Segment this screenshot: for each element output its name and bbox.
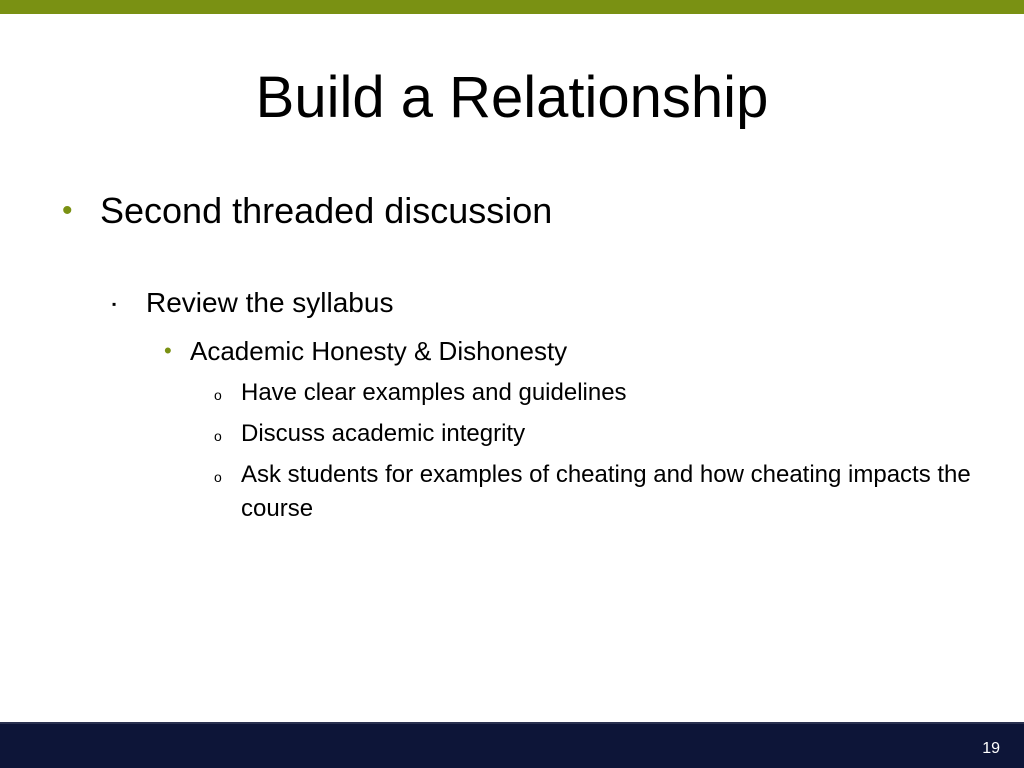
bullet-text: Have clear examples and guidelines	[241, 379, 627, 406]
bullet-level-1	[62, 189, 552, 233]
top-accent-bar	[0, 0, 1024, 14]
footer-bar	[0, 722, 1024, 768]
bullet-dot-icon: •	[62, 194, 73, 227]
bullet-text: Discuss academic integrity	[241, 420, 526, 447]
page-number: 19	[982, 740, 1000, 757]
bullet-dot-icon: •	[164, 338, 172, 363]
bullet-level-4	[214, 458, 981, 526]
bullet-circle-icon: o	[214, 387, 222, 403]
bullet-text: Review the syllabus	[146, 287, 394, 318]
bullet-text: Academic Honesty & Dishonesty	[190, 336, 568, 366]
bullet-circle-icon: o	[214, 469, 222, 485]
slide-title: Build a Relationship	[255, 65, 769, 130]
bullet-level-3	[164, 334, 567, 368]
bullet-text: Ask students for examples of cheating and how cheating impacts the course	[241, 461, 971, 522]
bullet-text: Second threaded discussion	[100, 190, 553, 231]
bullet-level-4	[214, 417, 981, 455]
bullet-square-icon: ▪	[112, 297, 117, 311]
bullet-level-4	[214, 376, 981, 414]
bullet-level-2	[112, 284, 393, 324]
bullet-circle-icon: o	[214, 428, 222, 444]
